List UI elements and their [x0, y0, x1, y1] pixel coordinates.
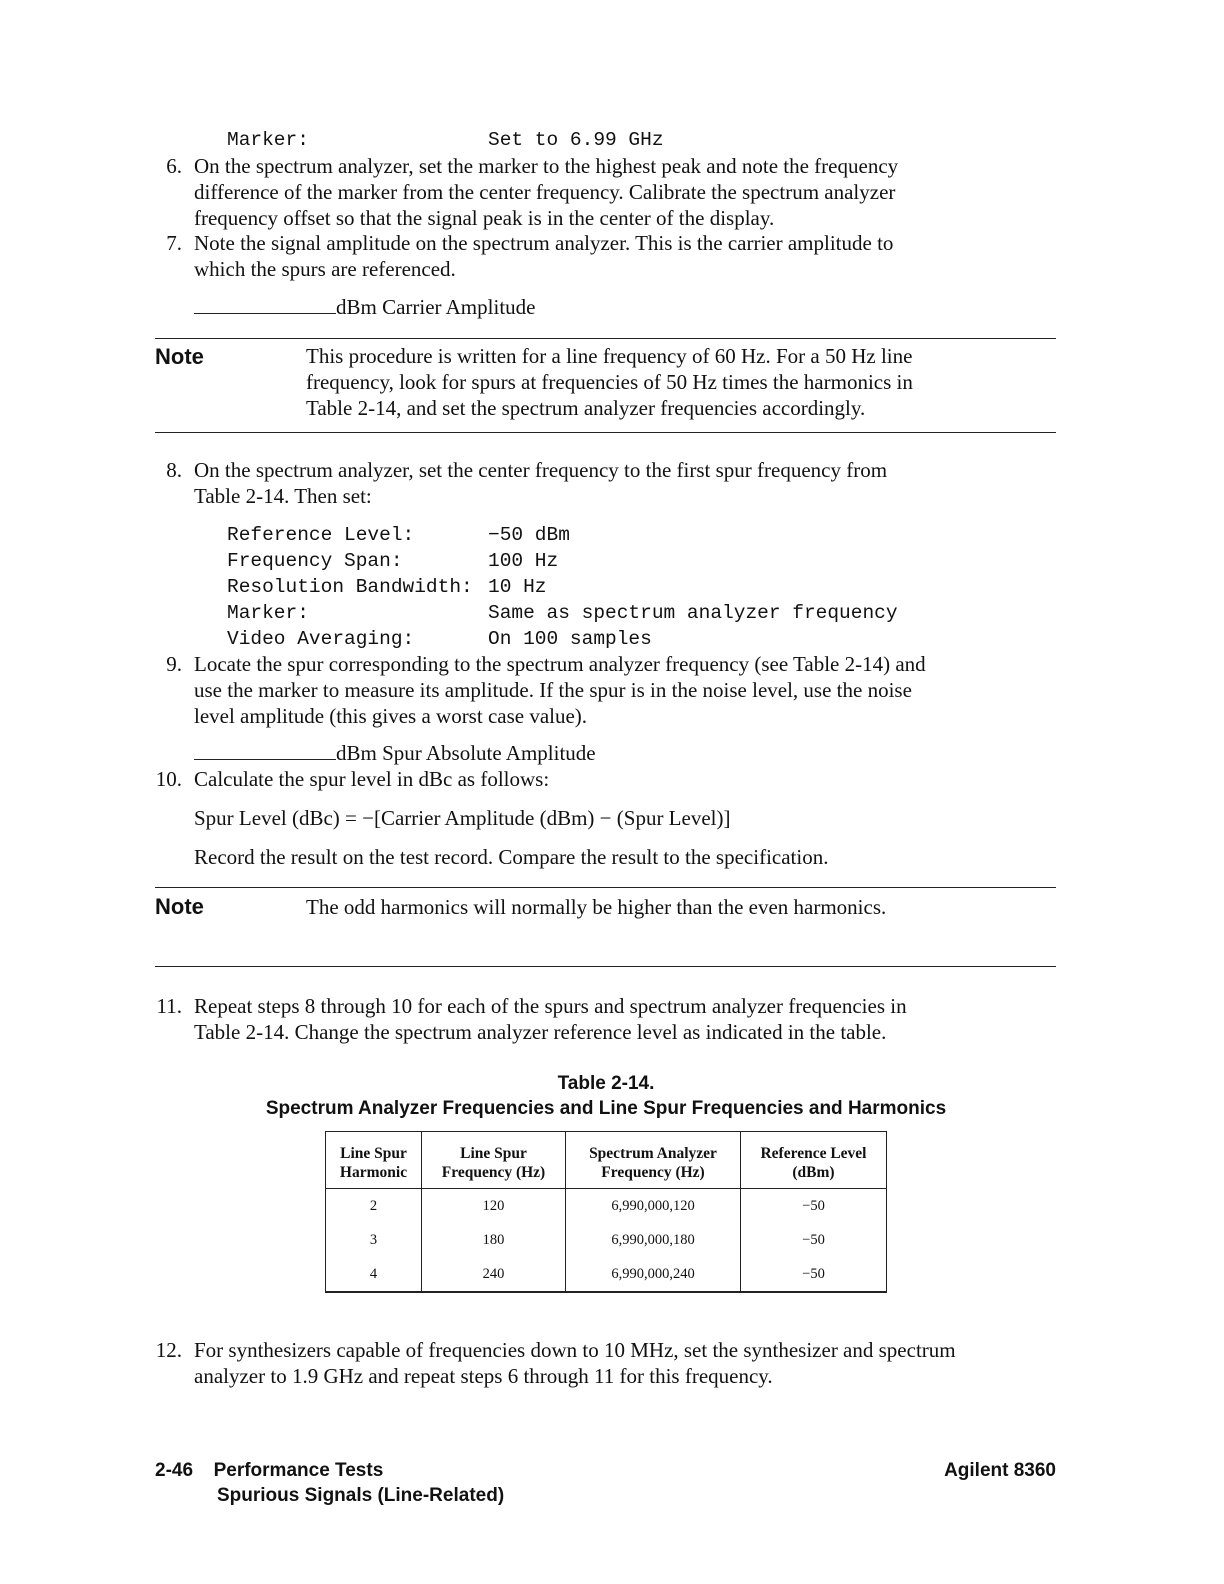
step-line: Repeat steps 8 through 10 for each of the spurs and spectrum analyzer frequencies in — [194, 994, 907, 1018]
table-caption — [0, 1071, 1212, 1121]
setting-label: Video Averaging: — [227, 628, 415, 650]
table-cell: −50 — [741, 1257, 887, 1291]
note-text — [306, 343, 1051, 421]
section-title: Performance Tests — [213, 1460, 384, 1481]
table-cell: 2 — [369, 1197, 378, 1214]
setting-label: Marker: — [227, 602, 309, 624]
note-top-rule — [155, 887, 1056, 888]
column-header: Line Spur Frequency (Hz) — [422, 1132, 566, 1189]
step-text — [194, 153, 1064, 231]
setting-label: Resolution Bandwidth: — [227, 576, 473, 598]
step-line: For synthesizers capable of frequencies down to 10 MHz, set the synthesizer and spectrum — [194, 1338, 956, 1362]
product-name: Agilent 8360 — [944, 1460, 1056, 1481]
step-text — [194, 651, 1064, 729]
table-title: Spectrum Analyzer Frequencies and Line Spur Frequencies and Harmonics — [265, 1098, 947, 1119]
table-header-row — [326, 1132, 886, 1189]
step-number: 7. — [166, 231, 182, 255]
note-bottom-rule — [155, 432, 1056, 433]
spur-frequency-table — [325, 1131, 887, 1293]
subsection-title: Spurious Signals (Line-Related) — [217, 1485, 505, 1506]
step-line: use the marker to measure its amplitude. If the spur is in the noise level, use the noise — [194, 678, 912, 702]
spur-level-formula: Spur Level (dBc) = −[Carrier Amplitude (dBm) − (Spur Level)] — [194, 806, 731, 830]
step-text — [194, 457, 1064, 509]
setting-value: −50 dBm — [488, 524, 570, 546]
step-line: analyzer to 1.9 GHz and repeat steps 6 through 11 for this frequency. — [194, 1364, 773, 1388]
note-line: This procedure is written for a line frequency of 60 Hz. For a 50 Hz line — [306, 344, 913, 368]
step-number: 12. — [155, 1338, 182, 1362]
step-text — [194, 993, 1064, 1045]
table-cell: 3 — [369, 1231, 378, 1248]
page-number: 2-46 — [155, 1460, 194, 1481]
note-top-rule — [155, 338, 1056, 339]
setting-label: Reference Level: — [227, 524, 415, 546]
table-cell: −50 — [741, 1189, 887, 1224]
step-line: Table 2-14. Then set: — [194, 484, 372, 508]
step-line: Locate the spur corresponding to the spectrum analyzer frequency (see Table 2-14) and — [194, 652, 926, 676]
table-row — [326, 1189, 886, 1224]
spur-amplitude-blank — [194, 740, 1064, 766]
column-header: Spectrum Analyzer Frequency (Hz) — [566, 1132, 741, 1189]
step-line: On the spectrum analyzer, set the marker to the highest peak and note the frequency — [194, 154, 899, 178]
note-label: Note — [155, 894, 204, 919]
blank-label: dBm Carrier Amplitude — [336, 295, 536, 319]
note-label: Note — [155, 344, 204, 369]
carrier-amplitude-blank — [194, 294, 1064, 320]
step-number: 9. — [166, 652, 182, 676]
table-number: Table 2-14. — [557, 1073, 655, 1094]
step-line: Note the signal amplitude on the spectrum analyzer. This is the carrier amplitude to — [194, 231, 894, 255]
table-cell: 4 — [369, 1265, 378, 1282]
step-line: Table 2-14. Change the spectrum analyzer reference level as indicated in the table. — [194, 1020, 887, 1044]
table-row — [326, 1257, 886, 1291]
step-line: On the spectrum analyzer, set the center frequency to the first spur frequency from — [194, 458, 888, 482]
page-footer-left — [155, 1458, 504, 1508]
table-cell: 120 — [422, 1189, 566, 1224]
fill-in-blank[interactable] — [194, 295, 336, 314]
step-text — [194, 230, 1064, 282]
step-text — [194, 1337, 1064, 1389]
table-row — [326, 1223, 886, 1257]
setting-value: Same as spectrum analyzer frequency — [488, 602, 898, 624]
table-cell: 180 — [422, 1223, 566, 1257]
step-number: 6. — [166, 154, 182, 178]
table-cell: 6,990,000,180 — [566, 1223, 741, 1257]
setting-label: Marker: — [227, 129, 309, 151]
setting-value: On 100 samples — [488, 628, 652, 650]
step-number: 11. — [156, 994, 182, 1018]
step-line: difference of the marker from the center frequency. Calibrate the spectrum analyzer — [194, 180, 896, 204]
step-number: 10. — [155, 767, 182, 791]
step-number: 8. — [166, 458, 182, 482]
step-line: frequency offset so that the signal peak is in the center of the display. — [194, 206, 775, 230]
fill-in-blank[interactable] — [194, 741, 336, 760]
table-cell: −50 — [741, 1223, 887, 1257]
step-line: level amplitude (this gives a worst case value). — [194, 704, 588, 728]
blank-label: dBm Spur Absolute Amplitude — [336, 741, 596, 765]
column-header: Line Spur Harmonic — [326, 1132, 422, 1189]
setting-value: 10 Hz — [488, 576, 547, 598]
record-instruction: Record the result on the test record. Compare the result to the specification. — [194, 845, 829, 869]
step-text: Calculate the spur level in dBc as follows: — [194, 767, 550, 791]
note-bottom-rule — [155, 966, 1056, 967]
step-line: which the spurs are referenced. — [194, 257, 456, 281]
table-cell: 6,990,000,120 — [566, 1189, 741, 1224]
table-cell: 240 — [422, 1257, 566, 1291]
note-line: Table 2-14, and set the spectrum analyzer frequencies accordingly. — [306, 396, 866, 420]
note-line: frequency, look for spurs at frequencies of 50 Hz times the harmonics in — [306, 370, 913, 394]
table-cell: 6,990,000,240 — [566, 1257, 741, 1291]
note-text: The odd harmonics will normally be higher than the even harmonics. — [306, 895, 887, 919]
column-header: Reference Level (dBm) — [741, 1132, 887, 1189]
setting-value: 100 Hz — [488, 550, 559, 572]
setting-label: Frequency Span: — [227, 550, 403, 572]
setting-value: Set to 6.99 GHz — [488, 129, 664, 151]
